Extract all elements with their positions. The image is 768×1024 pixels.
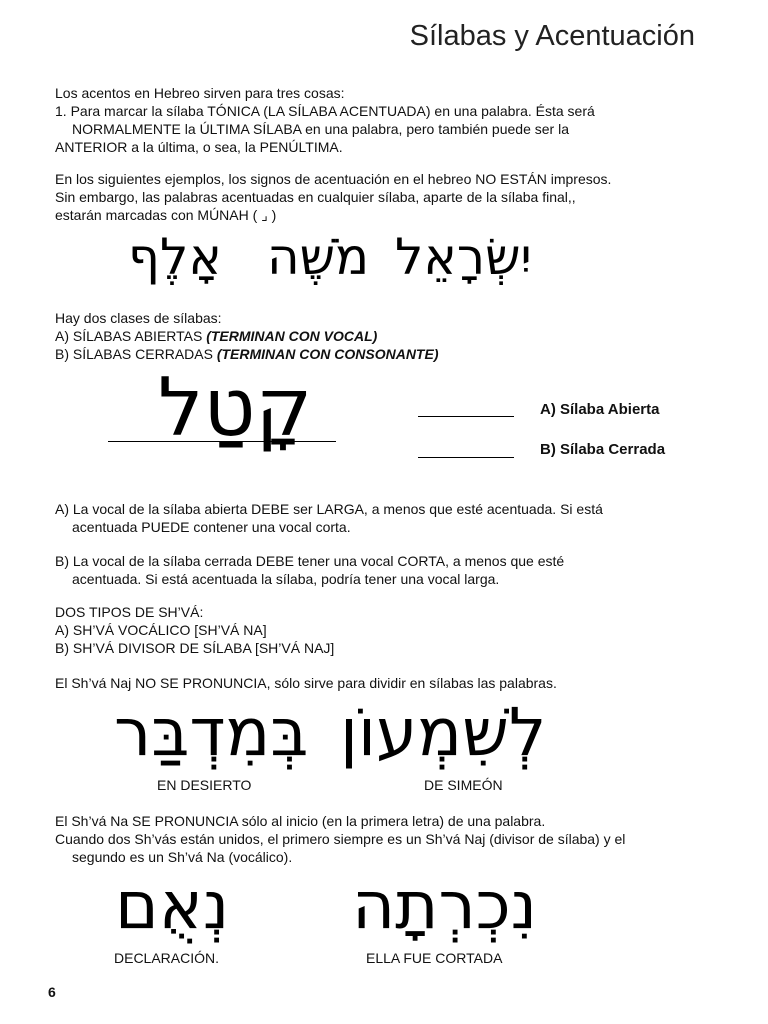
shva-types-line: DOS TIPOS DE SH’VÁ:: [55, 604, 204, 620]
page-number: 6: [48, 984, 56, 1000]
hebrew-word-leshimon: לְשִׁמְעוֹן: [340, 694, 547, 771]
intro-paragraph: [55, 84, 595, 156]
shva-na-line: Cuando dos Sh’vás están unidos, el primero siempre es un Sh’vá Naj (divisor de sílaba) y el: [55, 831, 626, 847]
accent-note-line: estarán marcadas con MÚNAH ( ⌟ ): [55, 207, 277, 223]
vowel-rule-line: A) La vocal de la sílaba abierta DEBE ser LARGA, a menos que esté acentuada. Si está: [55, 501, 603, 517]
shva-naj-note: [55, 674, 557, 692]
accent-note-paragraph: [55, 170, 611, 224]
hebrew-word-bemidbar: בְּמִדְבַּר: [114, 694, 309, 771]
hebrew-word-katal: קָטַל: [158, 361, 313, 454]
closed-syllable-label: B) SÍLABAS CERRADAS: [55, 346, 217, 362]
hebrew-word-neum: נְאֻם: [115, 867, 230, 944]
word-baseline: [108, 441, 336, 442]
shva-na-line: segundo es un Sh’vá Na (vocálico).: [72, 849, 293, 865]
vowel-rule-line: acentuada PUEDE contener una vocal corta.: [72, 519, 351, 535]
accent-note-line: Sin embargo, las palabras acentuadas en cualquier sílaba, aparte de la sílaba final,,: [55, 189, 576, 205]
vowel-rule-line: acentuada. Si está acentuada la sílaba, podría tener una vocal larga.: [72, 571, 500, 587]
answer-blank-open[interactable]: [418, 416, 514, 417]
shva-na-note: [55, 812, 625, 866]
caption-en-desierto: EN DESIERTO: [157, 777, 252, 793]
intro-line: 1. Para marcar la sílaba TÓNICA (LA SÍLABA ACENTUADA) en una palabra. Ésta será: [55, 103, 595, 119]
hebrew-word-moshe: מֹשֶׁה: [267, 228, 370, 286]
shva-types-line: A) SH’VÁ VOCÁLICO [SH’VÁ NA]: [55, 622, 267, 638]
hebrew-word-alef: אָלֶף: [128, 228, 222, 286]
label-open-syllable: A) Sílaba Abierta: [540, 401, 660, 418]
vowel-rule-a: [55, 500, 603, 536]
hebrew-word-yisrael: יִשְׂרָאֵל: [395, 228, 532, 286]
hebrew-word-nikhreta: נִכְרְתָה: [352, 867, 538, 944]
shva-types-paragraph: [55, 603, 334, 657]
vowel-rule-b: [55, 552, 564, 588]
syllable-types-paragraph: [55, 309, 438, 363]
vowel-rule-line: B) La vocal de la sílaba cerrada DEBE tener una vocal CORTA, a menos que esté: [55, 553, 565, 569]
open-syllable-label: A) SÍLABAS ABIERTAS: [55, 328, 207, 344]
shva-types-line: B) SH’VÁ DIVISOR DE SÍLABA [SH’VÁ NAJ]: [55, 640, 335, 656]
accent-note-line: En los siguientes ejemplos, los signos de acentuación en el hebreo NO ESTÁN impresos.: [55, 171, 612, 187]
label-closed-syllable: B) Sílaba Cerrada: [540, 441, 666, 458]
page-title: Sílabas y Acentuación: [409, 20, 695, 52]
syllable-types-line: [55, 327, 438, 345]
shva-naj-line: El Sh’vá Naj NO SE PRONUNCIA, sólo sirve para dividir en sílabas las palabras.: [55, 675, 557, 691]
open-syllable-note: (TERMINAN CON VOCAL): [206, 328, 378, 344]
caption-declaracion: DECLARACIÓN.: [114, 950, 220, 966]
syllable-types-line: Hay dos clases de sílabas:: [55, 310, 222, 326]
caption-ella-fue-cortada: ELLA FUE CORTADA: [366, 950, 503, 966]
intro-line: ANTERIOR a la última, o sea, la PENÚLTIMA.: [55, 139, 343, 155]
intro-line: Los acentos en Hebreo sirven para tres cosas:: [55, 85, 345, 101]
answer-blank-closed[interactable]: [418, 457, 514, 458]
closed-syllable-note: (TERMINAN CON CONSONANTE): [216, 346, 439, 362]
shva-na-line: El Sh’vá Na SE PRONUNCIA sólo al inicio (en la primera letra) de una palabra.: [55, 813, 546, 829]
intro-line: NORMALMENTE la ÚLTIMA SÍLABA en una palabra, pero también puede ser la: [72, 121, 569, 137]
caption-de-simeon: DE SIMEÓN: [424, 777, 503, 793]
